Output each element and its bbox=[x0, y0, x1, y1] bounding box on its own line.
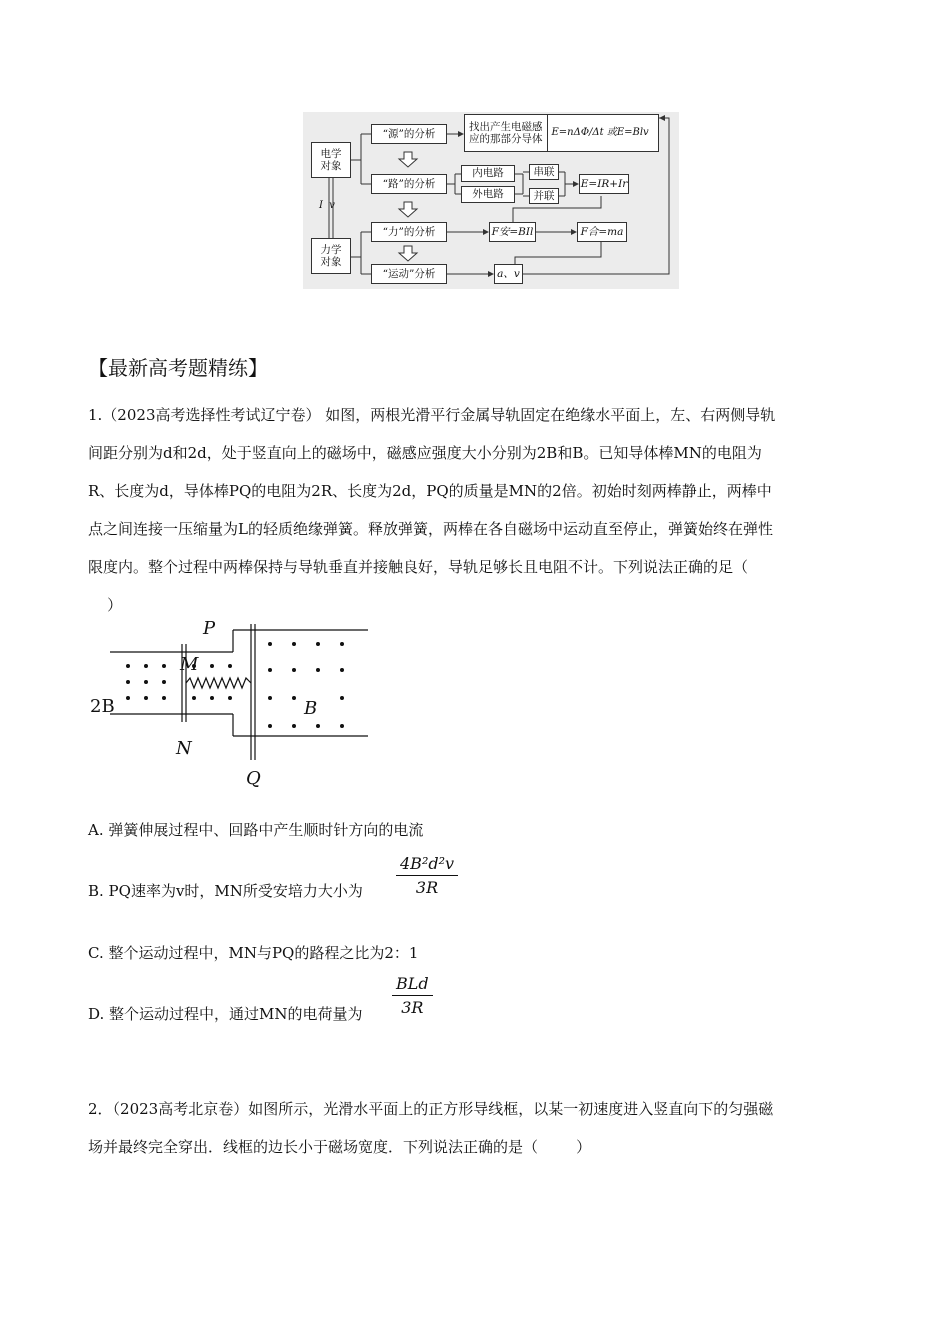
q1-line: R、长度为d，导体棒PQ的电阻为2R、长度为2d，PQ的质量是MN的2倍。初始时刻两棒静止，两棒中 bbox=[88, 482, 772, 500]
label-2B: 2B bbox=[90, 696, 115, 717]
option-a: A. 弹簧伸展过程中、回路中产生顺时针方向的电流 bbox=[88, 821, 424, 839]
field-dot bbox=[126, 680, 130, 684]
field-dot bbox=[316, 668, 320, 672]
field-dot bbox=[292, 668, 296, 672]
field-dot bbox=[268, 724, 272, 728]
field-dot bbox=[268, 696, 272, 700]
option-d-text: D. 整个运动过程中，通过MN的电荷量为 bbox=[88, 1005, 363, 1023]
q2-line: 2．（2023高考北京卷）如图所示，光滑水平面上的正方形导线框，以某一初速度进入竖直向下的匀强磁 bbox=[88, 1100, 774, 1118]
field-dot bbox=[144, 664, 148, 668]
emf-formula: E=nΔΦ/Δt 或E=Blv bbox=[551, 127, 649, 139]
parallel-box: 并联 bbox=[529, 188, 559, 204]
field-dot bbox=[340, 724, 344, 728]
motion-analysis-box: “运动”分析 bbox=[371, 264, 447, 284]
option-d-fraction bbox=[392, 974, 433, 1017]
analysis-flowchart bbox=[303, 112, 679, 289]
elec-object-box: 电学 对象 bbox=[311, 142, 351, 178]
field-dot bbox=[316, 724, 320, 728]
path-analysis-box: “路”的分析 bbox=[371, 174, 447, 194]
label-Q: Q bbox=[246, 768, 261, 789]
q1-line: 限度内。整个过程中两棒保持与导轨垂直并接触良好，导轨足够长且电阻不计。下列说法正确的足（ bbox=[88, 558, 749, 576]
field-dot bbox=[292, 696, 296, 700]
section-title: 【最新高考题精练】 bbox=[88, 356, 268, 380]
field-dot bbox=[126, 696, 130, 700]
mech-object-box: 力学 对象 bbox=[311, 238, 351, 274]
field-dot bbox=[162, 696, 166, 700]
field-dot bbox=[340, 696, 344, 700]
question-1-text bbox=[88, 396, 868, 624]
series-box: 串联 bbox=[529, 164, 559, 180]
current-velocity-label: I v bbox=[319, 200, 335, 211]
option-b-denominator: 3R bbox=[415, 878, 439, 897]
field-dot bbox=[292, 724, 296, 728]
field-dot bbox=[292, 642, 296, 646]
field-dot bbox=[316, 642, 320, 646]
label-B: B bbox=[304, 698, 318, 719]
q1-line: ） bbox=[88, 596, 123, 614]
circuit-formula-box: E=IR+Ir bbox=[579, 174, 629, 194]
option-c: C. 整个运动过程中，MN与PQ的路程之比为2：1 bbox=[88, 944, 419, 962]
field-dot bbox=[192, 696, 196, 700]
option-d-numerator: BLd bbox=[396, 974, 429, 993]
field-dot bbox=[162, 680, 166, 684]
outer-circuit-box: 外电路 bbox=[461, 186, 515, 203]
option-b-numerator: 4B²d²v bbox=[400, 854, 455, 873]
find-conductor-box bbox=[464, 114, 659, 152]
net-force-box: F合=ma bbox=[577, 222, 627, 242]
field-dot bbox=[228, 664, 232, 668]
acceleration-velocity-box: a、v bbox=[494, 264, 523, 284]
find-conductor-text: 找出产生电磁感 应的那部分导体 bbox=[465, 115, 548, 151]
question-2-text bbox=[88, 1090, 868, 1166]
rail-figure bbox=[88, 618, 378, 797]
option-b-text: B. PQ速率为v时，MN所受安培力大小为 bbox=[88, 882, 363, 900]
option-d-denominator: 3R bbox=[401, 998, 424, 1017]
source-analysis-box: “源”的分析 bbox=[371, 124, 447, 144]
field-dot bbox=[268, 668, 272, 672]
field-dot bbox=[162, 664, 166, 668]
field-dot bbox=[210, 696, 214, 700]
field-dot bbox=[340, 642, 344, 646]
q1-line: 1.（2023高考选择性考试辽宁卷） 如图，两根光滑平行金属导轨固定在绝缘水平面上，左、右两侧导轨 bbox=[88, 406, 776, 424]
field-dot bbox=[340, 668, 344, 672]
rail-diagram bbox=[88, 622, 378, 797]
q1-line: 点之间连接一压缩量为L的轻质绝缘弹簧。释放弹簧，两棒在各自磁场中运动直至停止，弹簧始终在弹性 bbox=[88, 520, 773, 538]
label-P: P bbox=[203, 618, 216, 639]
ampere-force-box: F安=BIl bbox=[489, 222, 536, 242]
option-b-fraction bbox=[396, 854, 458, 897]
label-N: N bbox=[176, 738, 192, 759]
inner-circuit-box: 内电路 bbox=[461, 165, 515, 182]
field-dot bbox=[268, 642, 272, 646]
q1-line: 间距分别为d和2d，处于竖直向上的磁场中，磁感应强度大小分别为2B和B。已知导体棒MN的电阻为 bbox=[88, 444, 762, 462]
field-dot bbox=[144, 680, 148, 684]
force-analysis-box: “力”的分析 bbox=[371, 222, 447, 242]
field-dot bbox=[126, 664, 130, 668]
label-M: M bbox=[180, 654, 199, 675]
field-dot bbox=[144, 696, 148, 700]
field-dot bbox=[228, 696, 232, 700]
field-dot bbox=[210, 664, 214, 668]
q2-line: 场并最终完全穿出．线框的边长小于磁场宽度．下列说法正确的是（ ） bbox=[88, 1138, 592, 1156]
